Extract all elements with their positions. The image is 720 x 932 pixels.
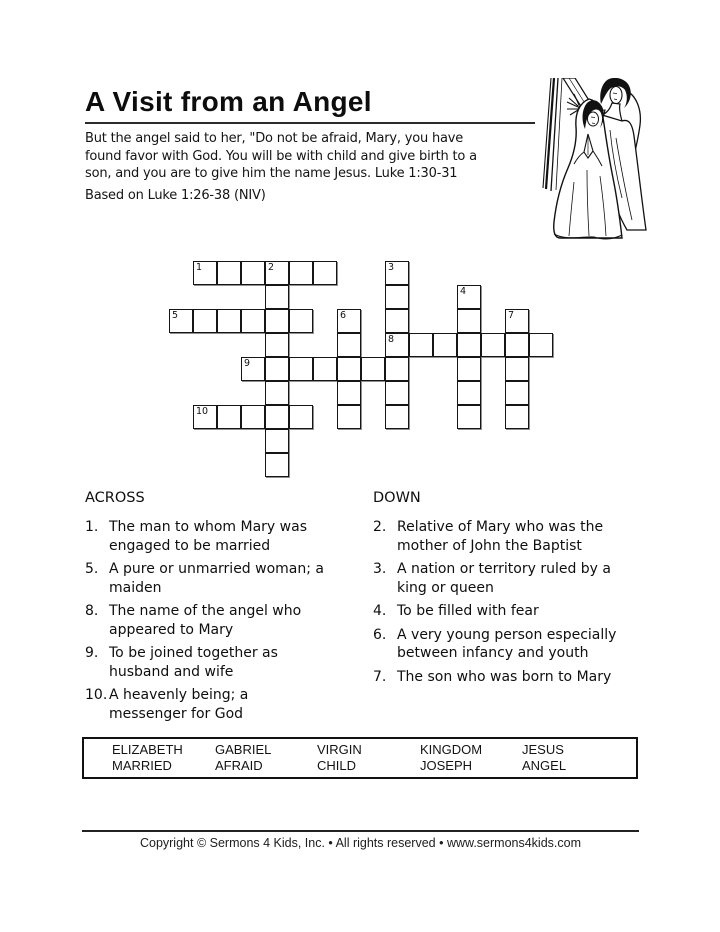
word-bank-word: MARRIED	[112, 758, 172, 773]
crossword-cell	[265, 285, 289, 309]
word-bank-word: JOSEPH	[420, 758, 473, 773]
crossword-cell	[505, 357, 529, 381]
crossword-cell	[505, 333, 529, 357]
crossword-cell	[265, 381, 289, 405]
clue-item	[373, 518, 673, 555]
word-bank-word: CHILD	[317, 758, 357, 773]
verse-line: But the angel said to her, "Do not be afraid, Mary, you have	[85, 131, 464, 146]
clue-number: 4.	[373, 603, 387, 619]
crossword-cell	[385, 381, 409, 405]
crossword-cell	[265, 357, 289, 381]
crossword-cell	[241, 405, 265, 429]
clue-item	[85, 560, 373, 597]
crossword-cell	[457, 381, 481, 405]
clue-item	[85, 686, 373, 723]
verse-text	[85, 130, 477, 183]
crossword-cell	[337, 381, 361, 405]
crossword-cell	[289, 357, 313, 381]
title-underline	[85, 122, 535, 124]
clue-number: 5.	[85, 561, 99, 577]
crossword-cell	[241, 261, 265, 285]
clue-item	[85, 644, 373, 681]
crossword-cell	[265, 429, 289, 453]
clue-number-label: 2	[268, 262, 275, 273]
word-bank-word: GABRIEL	[215, 741, 272, 757]
crossword-cell	[409, 333, 433, 357]
crossword-cell	[265, 405, 289, 429]
clue-number: 2.	[373, 519, 387, 535]
verse-line: son, and you are to give him the name Jesus. Luke 1:30-31	[85, 166, 458, 181]
crossword-cell	[385, 405, 409, 429]
clue-number-label: 7	[508, 310, 515, 321]
crossword-cell	[313, 357, 337, 381]
crossword-cell	[361, 357, 385, 381]
crossword-cell	[241, 357, 265, 381]
verse-line: found favor with God. You will be with child and give birth to a	[85, 148, 477, 164]
across-clues-section	[85, 490, 373, 728]
crossword-cell	[385, 261, 409, 285]
crossword-cell	[385, 285, 409, 309]
word-bank-word: KINGDOM	[420, 741, 483, 757]
down-clue-list	[373, 518, 673, 686]
down-heading: DOWN	[373, 490, 421, 506]
clue-number-label: 1	[196, 262, 203, 273]
crossword-cell	[241, 309, 265, 333]
crossword-cell	[217, 309, 241, 333]
crossword-cell	[457, 333, 481, 357]
crossword-cell	[505, 381, 529, 405]
clue-item	[373, 560, 673, 597]
footer-copyright: Copyright © Sermons 4 Kids, Inc. • All rights reserved • www.sermons4kids.com	[139, 836, 582, 850]
clue-text: The man to whom Mary was engaged to be married	[109, 519, 307, 554]
crossword-cell	[289, 405, 313, 429]
clue-text: The son who was born to Mary	[397, 668, 612, 685]
clue-text: A pure or unmarried woman; a maiden	[109, 561, 324, 596]
crossword-cell	[289, 261, 313, 285]
crossword-cell	[313, 261, 337, 285]
crossword-grid	[169, 261, 555, 479]
clue-text: A very young person especially between infancy and youth	[397, 626, 617, 661]
crossword-cell	[385, 357, 409, 381]
across-clue-list	[85, 518, 373, 723]
crossword-cell	[193, 309, 217, 333]
clue-item	[373, 668, 673, 687]
crossword-cell	[457, 405, 481, 429]
clue-number: 3.	[373, 561, 387, 577]
across-heading: ACROSS	[85, 490, 145, 506]
crossword-cell	[337, 309, 361, 333]
crossword-cell	[337, 405, 361, 429]
clue-text: A nation or territory ruled by a king or queen	[397, 561, 611, 596]
crossword-cell	[193, 405, 217, 429]
clue-number: 9.	[85, 645, 99, 661]
crossword-cell	[265, 333, 289, 357]
clue-number: 7.	[373, 668, 387, 685]
footer-divider	[82, 830, 639, 832]
clue-number-label: 4	[460, 286, 467, 297]
crossword-cell	[217, 405, 241, 429]
clue-item	[85, 602, 373, 639]
clue-number: 8.	[85, 603, 99, 619]
clue-text: The name of the angel who appeared to Mary	[109, 603, 302, 638]
clue-number: 6.	[373, 626, 387, 643]
crossword-cell	[385, 309, 409, 333]
crossword-cell	[337, 333, 361, 357]
crossword-cell	[505, 405, 529, 429]
crossword-cell	[457, 309, 481, 333]
crossword-cell	[193, 261, 217, 285]
crossword-cell	[169, 309, 193, 333]
clue-item	[85, 518, 373, 555]
crossword-cell	[529, 333, 553, 357]
word-bank-word: VIRGIN	[317, 741, 362, 757]
word-bank-word: JESUS	[522, 741, 564, 757]
crossword-cell	[289, 309, 313, 333]
crossword-cell	[385, 333, 409, 357]
crossword-cell	[457, 357, 481, 381]
clue-item	[373, 626, 673, 663]
clue-text: To be filled with fear	[397, 603, 539, 619]
page-title: A Visit from an Angel	[85, 86, 372, 117]
clue-text: To be joined together as husband and wife	[109, 645, 278, 680]
clue-number-label: 10	[196, 406, 209, 417]
clue-number-label: 5	[172, 310, 179, 321]
crossword-cell	[217, 261, 241, 285]
crossword-cell	[337, 357, 361, 381]
crossword-cell	[505, 309, 529, 333]
clue-number: 10.	[85, 687, 108, 703]
clue-number-label: 9	[244, 358, 251, 369]
crossword-cell	[481, 333, 505, 357]
clue-text: Relative of Mary who was the mother of John the Baptist	[397, 519, 604, 554]
word-bank-word: ELIZABETH	[112, 741, 183, 757]
scripture-attribution: Based on Luke 1:26-38 (NIV)	[85, 188, 266, 203]
clue-number-label: 6	[340, 310, 347, 321]
clue-item	[373, 602, 673, 621]
crossword-cell	[433, 333, 457, 357]
clue-number: 1.	[85, 519, 99, 535]
clue-number-label: 8	[388, 334, 395, 345]
crossword-cell	[457, 285, 481, 309]
angel-illustration	[532, 78, 664, 242]
crossword-cell	[265, 309, 289, 333]
word-bank-word: ANGEL	[522, 758, 567, 773]
crossword-cell	[265, 261, 289, 285]
word-bank-word: AFRAID	[215, 758, 263, 773]
clue-text: A heavenly being; a messenger for God	[109, 687, 249, 722]
clue-number-label: 3	[388, 262, 395, 273]
word-bank-box	[82, 737, 638, 779]
crossword-cell	[265, 453, 289, 477]
down-clues-section	[373, 490, 673, 691]
